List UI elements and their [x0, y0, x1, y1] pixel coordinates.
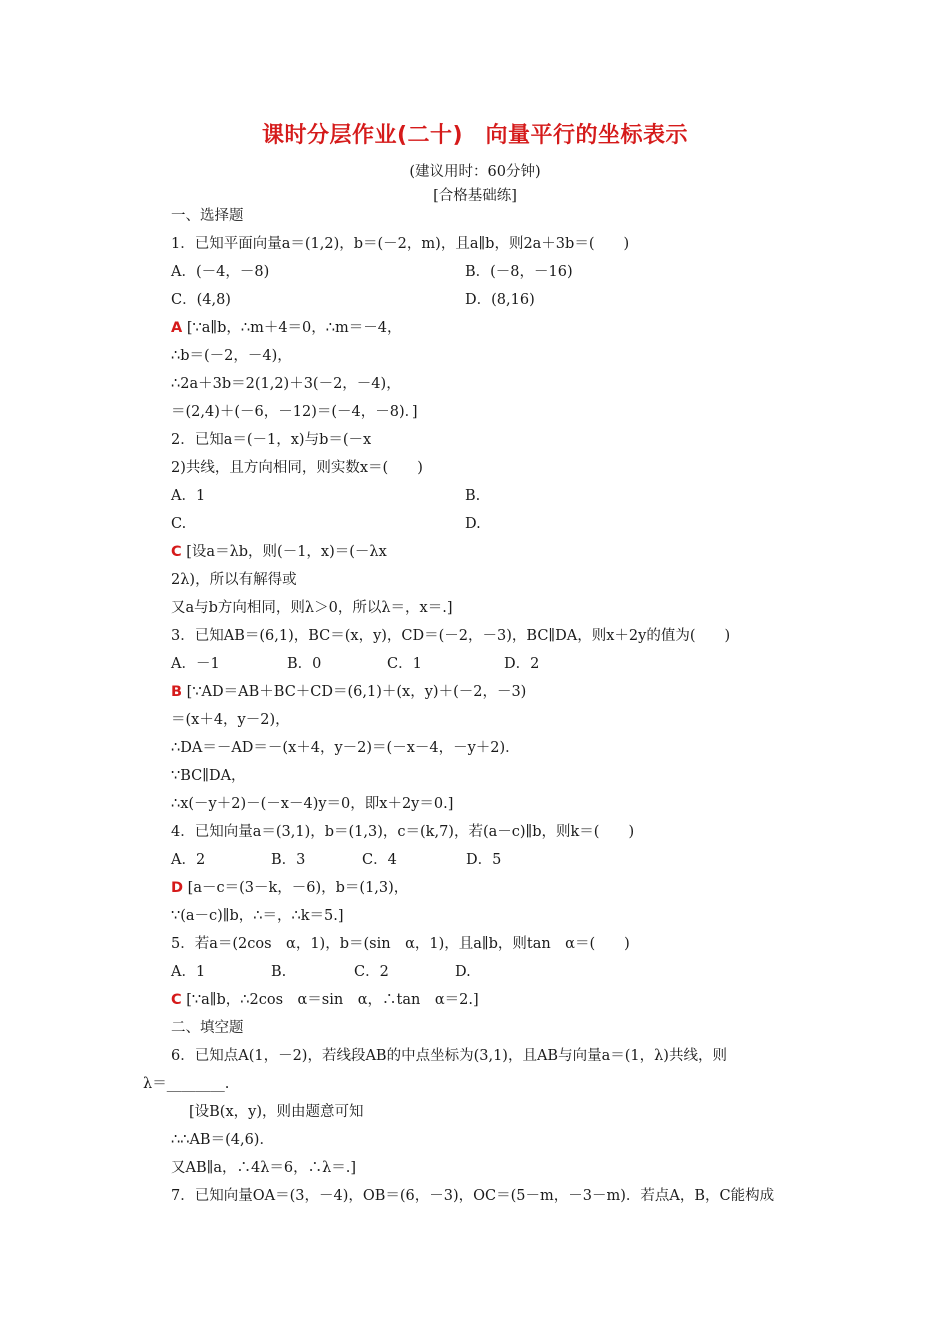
q6-solution-line: [设B(x，y)，则由题意可知	[189, 1104, 364, 1120]
q4-option-c: C．4	[362, 852, 397, 868]
q3-solution-line: ∵BC∥DA，	[171, 768, 246, 784]
q1-option-a: A．(－4，－8)	[171, 264, 270, 280]
q4-option-b: B．3	[271, 852, 306, 868]
q2-solution-line: 2λ)，所以有解得或	[171, 572, 297, 588]
q3-option-d: D．2	[504, 656, 540, 672]
q1-option-c: C．(4,8)	[171, 292, 231, 308]
q5-option-b: B.	[271, 964, 287, 980]
question-2: 2．已知a＝(－1，x)与b＝(－x	[171, 432, 372, 448]
q5-option-d: D.	[455, 964, 471, 980]
section-heading-fill: 二、填空题	[171, 1020, 244, 1036]
question-6: 6．已知点A(1，－2)，若线段AB的中点坐标为(3,1)，且AB与向量a＝(1，λ)共线，则	[171, 1048, 727, 1064]
section-heading-choice: 一、选择题	[171, 208, 244, 224]
question-6-blank: λ＝________.	[143, 1076, 230, 1092]
q6-solution-line: ∴∴AB＝(4,6)．	[171, 1132, 274, 1148]
page-title: 课时分层作业(二十) 向量平行的坐标表示	[261, 123, 689, 148]
q3-answer-letter: B	[171, 684, 183, 700]
q1-answer-letter: A	[171, 320, 183, 336]
q3-option-a: A．－1	[171, 656, 220, 672]
q2-answer	[171, 542, 387, 562]
q2-answer-text: [设a＝λb，则(－1，x)＝(－λx	[186, 544, 387, 560]
q2-answer-letter: C	[171, 544, 182, 560]
q6-solution-line: 又AB∥a，∴4λ＝6，∴λ＝.]	[171, 1160, 357, 1176]
q4-answer	[171, 878, 408, 898]
suggested-time: (建议用时：60分钟)	[409, 164, 541, 180]
question-3: 3．已知AB＝(6,1)，BC＝(x，y)，CD＝(－2，－3)，BC∥DA，则x＋2y的值为( )	[171, 628, 731, 644]
q1-solution-line: ＝(2,4)＋(－6，－12)＝(－4，－8)．]	[171, 404, 418, 420]
q5-answer-text: [∵a∥b，∴2cos α＝sin α，∴tan α＝2.]	[186, 992, 479, 1008]
q1-solution-line: ∴2a＋3b＝2(1,2)＋3(－2，－4)，	[171, 376, 401, 392]
q5-option-c: C．2	[354, 964, 389, 980]
q4-option-a: A．2	[171, 852, 206, 868]
q4-option-d: D．5	[466, 852, 502, 868]
q1-answer	[171, 318, 401, 338]
question-4: 4．已知向量a＝(3,1)，b＝(1,3)，c＝(k,7)，若(a－c)∥b，则k＝( )	[171, 824, 635, 840]
q4-answer-text: [a－c＝(3－k，－6)，b＝(1,3)，	[187, 880, 409, 896]
q5-option-a: A．1	[171, 964, 206, 980]
question-1: 1．已知平面向量a＝(1,2)，b＝(－2，m)，且a∥b，则2a＋3b＝( )	[171, 236, 630, 252]
q1-option-d: D．(8,16)	[465, 292, 535, 308]
q1-solution-line: ∴b＝(－2，－4)，	[171, 348, 292, 364]
question-5: 5．若a＝(2cos α，1)，b＝(sin α，1)，且a∥b，则tan α＝( )	[171, 936, 630, 952]
q3-solution-line: ∴x(－y＋2)－(－x－4)y＝0，即x＋2y＝0.]	[171, 796, 454, 812]
q2-option-c: C.	[171, 516, 187, 532]
section-tag: [合格基础练]	[433, 188, 517, 204]
q3-option-b: B．0	[287, 656, 322, 672]
q3-solution-line: ＝(x＋4，y－2)，	[171, 712, 290, 728]
q3-answer	[171, 682, 526, 702]
question-7: 7．已知向量OA＝(3，－4)，OB＝(6，－3)，OC＝(5－m，－3－m)．若点A，B，C能构成	[171, 1188, 775, 1204]
q1-option-b: B．(－8，－16)	[465, 264, 573, 280]
q1-answer-text: [∵a∥b，∴m＋4＝0，∴m＝－4，	[186, 320, 402, 336]
q4-solution-line: ∵(a－c)∥b，∴＝，∴k＝5.]	[171, 908, 344, 924]
q2-solution-line: 又a与b方向相同，则λ＞0，所以λ＝，x＝.]	[171, 600, 453, 616]
q3-solution-line: ∴DA＝－AD＝－(x＋4，y－2)＝(－x－4，－y＋2)．	[171, 740, 520, 756]
q4-answer-letter: D	[171, 880, 184, 896]
q3-option-c: C．1	[387, 656, 422, 672]
q5-answer	[171, 990, 479, 1010]
q3-answer-text: [∵AD＝AB＋BC＋CD＝(6,1)＋(x，y)＋(－2，－3)	[186, 684, 527, 700]
q2-option-a: A．1	[171, 488, 206, 504]
q2-option-d: D.	[465, 516, 481, 532]
question-2-cont: 2)共线，且方向相同，则实数x＝( )	[171, 460, 423, 476]
q2-option-b: B.	[465, 488, 481, 504]
q5-answer-letter: C	[171, 992, 182, 1008]
